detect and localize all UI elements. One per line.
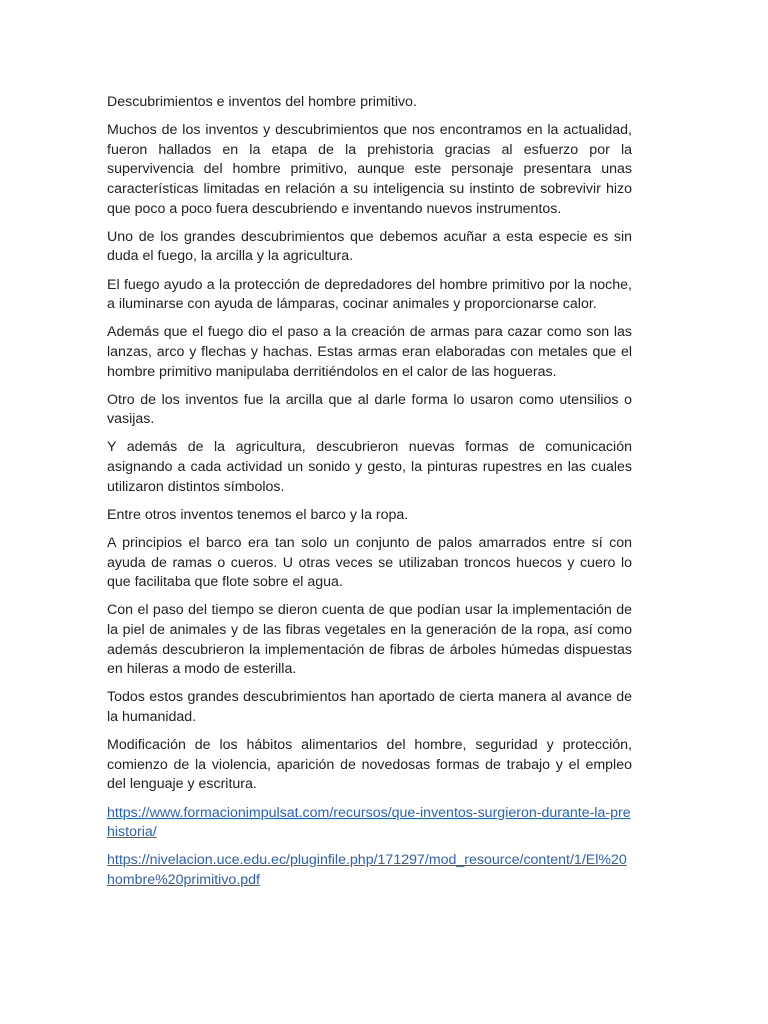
paragraph-8: A principios el barco era tan solo un conjunto de palos amarrados entre sí con ayuda de ramas o cueros. U otras veces se utilizaban troncos huecos y cuero lo que facilitaba que flote sobre el agua. xyxy=(107,535,632,591)
paragraph-10: Todos estos grandes descubrimientos han aportado de cierta manera al avance de la humanidad. xyxy=(107,689,632,725)
paragraph-6: Y además de la agricultura, descubrieron nuevas formas de comunicación asignando a cada actividad un sonido y gesto, la pinturas rupestres en las cuales utilizaron distintos símbolos. xyxy=(107,439,632,495)
document-page xyxy=(107,93,632,899)
paragraph-3: El fuego ayudo a la protección de depredadores del hombre primitivo por la noche, a iluminarse con ayuda de lámparas, cocinar animales y proporcionarse calor. xyxy=(107,276,632,313)
paragraph-7: Entre otros inventos tenemos el barco y la ropa. xyxy=(107,506,409,523)
paragraph-9: Con el paso del tiempo se dieron cuenta de que podían usar la implementación de la piel de animales y de las fibras vegetales en la generación de la ropa, así como además descubrieron la implementación de fibras de árboles húmedas dispuestas en hileras a modo de esterilla. xyxy=(107,602,632,678)
reference-link-1[interactable]: https://www.formacionimpulsat.com/recursos/que-inventos-surgieron-durante-la-prehistoria/ xyxy=(107,804,631,841)
paragraph-11: Modificación de los hábitos alimentarios del hombre, seguridad y protección, comienzo de la violencia, aparición de novedosas formas de trabajo y el empleo del lenguaje y escritura. xyxy=(107,737,632,793)
paragraph-1: Muchos de los inventos y descubrimientos que nos encontramos en la actualidad, fueron hallados en la etapa de la prehistoria gracias al esfuerzo por la supervivencia del hombre primitivo, aunque este personaje presentara unas características limitadas en relación a su inteligencia su instinto de sobrevivir hizo que poco a poco fuera descubriendo e inventando nuevos instrumentos. xyxy=(107,122,632,217)
paragraph-2: Uno de los grandes descubrimientos que debemos acuñar a esta especie es sin duda el fuego, la arcilla y la agricultura. xyxy=(107,228,632,265)
document-title: Descubrimientos e inventos del hombre primitivo. xyxy=(107,94,417,110)
paragraph-5: Otro de los inventos fue la arcilla que al darle forma lo usaron como utensilios o vasijas. xyxy=(107,391,632,428)
reference-link-2[interactable]: https://nivelacion.uce.edu.ec/pluginfile.php/171297/mod_resource/content/1/El%20hombre%20primitivo.pdf xyxy=(107,852,627,888)
paragraph-4: Además que el fuego dio el paso a la creación de armas para cazar como son las lanzas, arco y flechas y hachas. Estas armas eran elaboradas con metales que el hombre primitivo manipulaba derritiéndolos en el calor de las hogueras. xyxy=(107,324,632,380)
